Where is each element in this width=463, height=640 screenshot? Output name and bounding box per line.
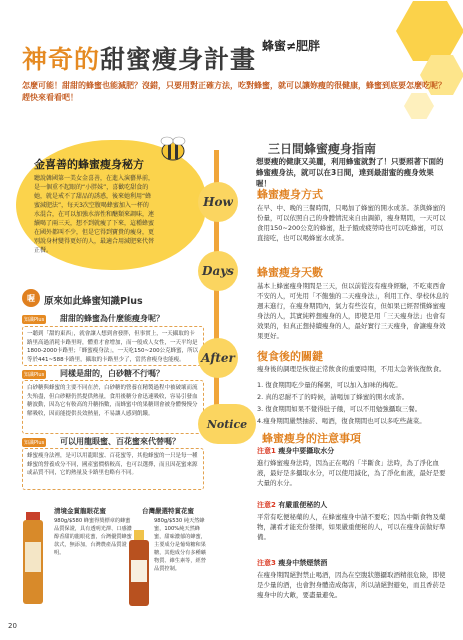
title-prefix: 神奇的: [22, 45, 101, 74]
section-heading: 復食後的關鍵: [257, 350, 323, 363]
intro-text: 怎麼可能！甜甜的蜂蜜也能減肥？沒錯，只要用對正確方法，吃對蜂蜜，就可以讓妳瘦的很健康，蜂蜜到底要怎麼吃呢？趕快來看看吧！: [22, 81, 446, 102]
section-heading: 蜂蜜瘦身的注意事項: [262, 432, 361, 445]
how-badge: How: [198, 182, 238, 222]
notice-item: [257, 558, 327, 568]
honeycomb-decoration: [396, 1, 463, 61]
notice-title: 有嚴重便秘的人: [278, 501, 328, 509]
plan-title: 三日間蜂蜜瘦身指南: [268, 142, 377, 156]
section-heading: 蜂蜜瘦身方式: [257, 188, 323, 201]
honey-bottle-image: [128, 530, 150, 606]
days-badge: Days: [198, 251, 238, 291]
knowledge-plus-icon: 喔: [22, 289, 40, 307]
after-badge: After: [198, 338, 238, 378]
notice-badge: Notice: [198, 404, 256, 444]
knowledge-plus-title: 原來如此蜂蜜知識Plus: [44, 296, 143, 307]
product-name: 台灣嚴選特賞花蜜: [142, 507, 194, 515]
section-body: 基本上蜂蜜瘦身期間是三天，但以前從沒有瘦身經驗，不吃東西會不安的人，可先用「不飽強的二天瘦身法」，利用工作、學校休息的週末進行，在瘦身期間內，氣力有些沒有，但如果已經習慣蜂蜜瘦身法的人，其實純粹想瘦身的人，即使是用「三天瘦身法」也會有效果的，但真正想持續瘦身的人，最好實行三天瘦身，會讓瘦身效果更好。: [257, 282, 449, 340]
knowledge-question: 同樣是甜的，白砂糖不行嗎？: [60, 369, 164, 378]
title-tag: 蜂蜜≠肥胖: [262, 39, 321, 53]
product-desc: 980g/$580 蜂蜜得獎標章的蜂蜜品質保證，具有透明光澤、口感濃醇香甜的龍眼花蜜，台灣優質蜂蜜款式，無添加，台灣農產品質證明。: [54, 518, 132, 556]
knowledge-answer: 蜂蜜瘦身法裡，是可以用龍眼蜜、百花蜜等，其他蜂蜜的一只是每一種蜂蜜的營養成分不同，國產蜜價格較高，也可以選擇，而且因花蜜來源或品質不同，它的熱量及卡路里也略有不同。: [27, 453, 198, 476]
notice-title: 瘦身中禁煙禁酒: [278, 559, 328, 567]
plan-desc: 想要瘦的健康又美麗，利用蜂蜜就對了！只要照著下面的蜂蜜瘦身法，就可以在3日間，達到最甜蜜的瘦身效果喔！: [256, 157, 444, 188]
notice-body: 平常有吃便秘藥的人，在蜂蜜瘦身中請不要吃；因為中斷食物及藥物，讓看才能充份發揮，如果嚴重便秘的人，可以在瘦身前做好準備。: [257, 513, 446, 541]
product-name: 清境金賞龍眼花蜜: [54, 507, 106, 515]
list-item: 2. 真的忍耐不了的時候，請喝加了蜂蜜的開水或茶。: [257, 393, 409, 401]
section-heading: 蜂蜜瘦身天數: [257, 266, 323, 279]
honey-jar-image: [22, 512, 44, 604]
page-number: 20: [8, 622, 17, 630]
bee-icon: [156, 136, 190, 162]
tip-title: 金喜善的蜂蜜瘦身秘方: [34, 158, 144, 171]
knowledge-badge: 知識Plus: [24, 317, 45, 323]
notice-label: 注意2: [257, 501, 276, 509]
section-body: 在早、中、晚的三餐時間，只喝加了蜂蜜的開水或茶。茶與蜂蜜的份量，可以依照自己的身體情況來自由調節，瘦身期間，一天可以食用150~200公克的蜂蜜，肚子餓或疲勞時也可以吃蜂蜜，可以直接吃，也可以喝蜂蜜水或茶。: [257, 204, 446, 242]
page-title: [22, 40, 256, 76]
title-main: 甜蜜瘦身計畫: [100, 45, 257, 74]
knowledge-question: 甜甜的蜂蜜為什麼能瘦身呢？: [60, 314, 164, 323]
notice-item: [257, 500, 327, 510]
notice-label: 注意1: [257, 447, 276, 455]
notice-label: 注意3: [257, 559, 276, 567]
list-item: 3. 復食期間如果不覺得肚子餓，可以不用勉強攝取三餐。: [257, 405, 422, 413]
product-desc: 980g/$530 純天然蜂蜜，100%純天然蜂蜜，甜味濃郁的蜂蜜，主要成分是葡萄糖和果糖，其他成分有多種礦物質、維生素等，經營品質控制。: [154, 518, 206, 572]
knowledge-question: 可以用龍眼蜜、百花蜜來代替嗎？: [60, 437, 180, 446]
knowledge-answer: 一聽到「甜的東西」，就會讓人想到會發胖，但事實上，一天攝取的卡路里高過消耗卡路里時，體重才會增加，而一般成人女性，一天平均是1800-2000卡路里；「蜂蜜瘦身法」，一天吃150~200公克蜂蜜，所以等於441~588卡路里，攝取的卡路里少了，當然會瘦身也能瘦。: [27, 331, 199, 363]
section-body: 瘦身後的調理是恢復正常飲食的重要時期，不用太急著恢復飲食。: [257, 365, 446, 373]
notice-body: 在瘦身期間絕對禁止喝酒，因為在空腹狀態攝取酒精很危險，即使是少量的酒，也會對身體造成傷害，所以請絕對避免，而且香菸是瘦身中的大敵，要盡量避免。: [257, 571, 446, 599]
notice-body: 進行蜂蜜瘦身法時，因為正在喝的「半斷食」法時，為了淨化血液，最好是多攝取水分，可以使用減化，為了淨化血液，最好是要大量的水分。: [257, 459, 446, 487]
list-item: 1. 復食期間吃少量的稀粥，可以加入加味的梅乾。: [257, 381, 402, 389]
notice-item: [257, 446, 334, 456]
knowledge-badge: 知識Plus: [24, 372, 45, 378]
tip-body: 聽說韓國第一美女金喜善，在進入演藝界前，是一個重不起眼的“小胖妹”，喜歡吃甜食的她，就是戒不了甜品的誘惑，後來她利用“蜂蜜減肥法”，每天3次空腹喝蜂蜜加入一杯的水混合，在可以加強水溶性和醣類來調味，連續喝了兩三天，想不到就瘦了下來，這種蜂蜜在國外都叫不少，但是它得到寶貴的瘦身，更別說身材變得更好的人，最適合用減肥來代替正餐。: [34, 175, 155, 254]
knowledge-answer: 白砂糖與蜂蜜的主要不同在於，白砂糖的營養在精製過程中被破壞而流失殆盡，但白砂糖仍然提供熱量，食用後糖分會迅速吸收，容易引發血糖波動，因為它有較高的升糖指數，而蜂蜜中的果糖則會被身體慢慢分解吸收，因而能提供長效熱量，不易讓人感到飢餓。: [27, 385, 198, 417]
notice-title: 瘦身中要攝取水分: [278, 447, 335, 455]
list-item: 4.瘦身期間嚴禁抽菸、喝酒，復食期間也可以多吃些蔬菜。: [257, 417, 426, 425]
knowledge-badge: 知識Plus: [24, 440, 45, 446]
